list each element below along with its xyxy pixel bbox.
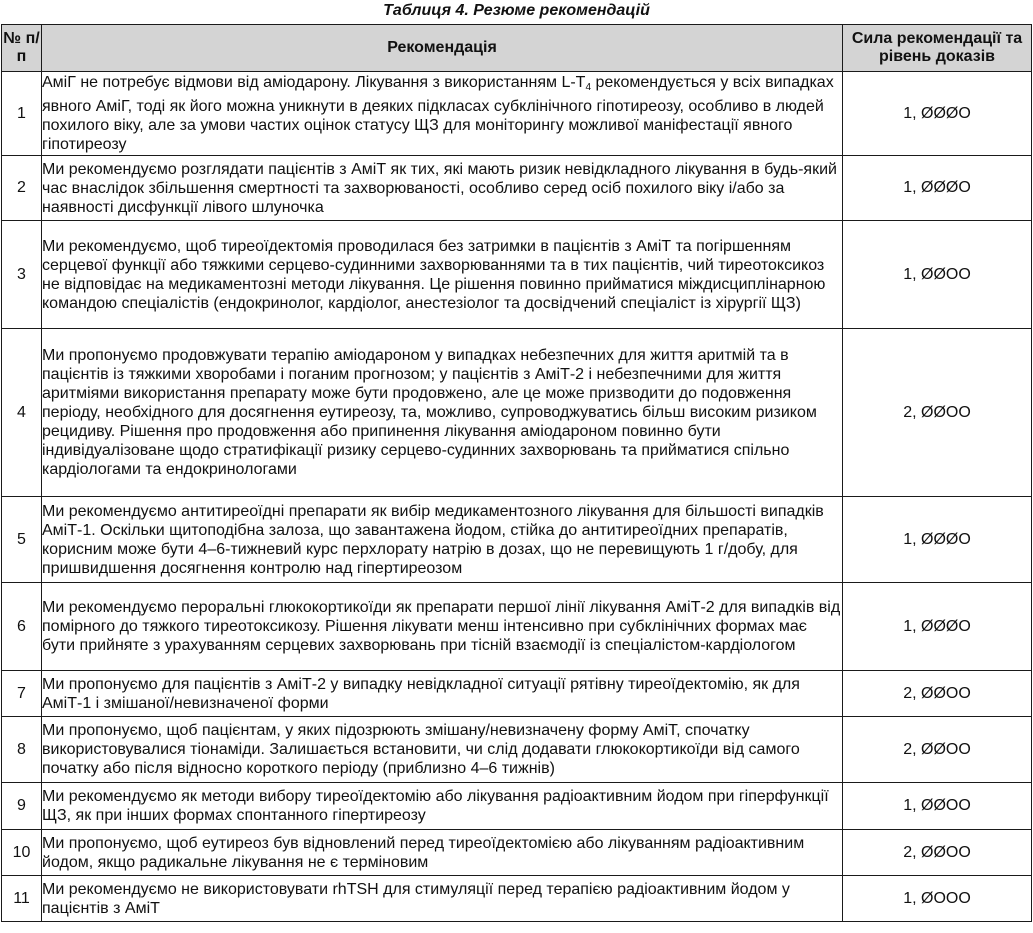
recommendation-text: Ми рекомендуємо як методи вибору тиреоїдектомію або лікування радіоактивним йодом при гіперфункції ЩЗ, як при інших формах спонтанного гіпертиреозу xyxy=(42,783,843,830)
recommendations-table xyxy=(1,24,1032,922)
table-row xyxy=(2,717,1032,783)
row-number: 2 xyxy=(2,156,42,221)
strength-grade: 1, ØØOO xyxy=(843,221,1032,329)
recommendation-text: Ми рекомендуємо, щоб тиреоїдектомія проводилася без затримки в пацієнтів з АміТ та погіршенням серцевої функції або тяжкими серцево-судинними захворюваннями та в тих пацієнтів, чий тиреотоксикоз не відповідає на медикаментозні методи лікування. Це рішення повинно прийматися міждисциплінарною командою спеціалістів (ендокринолог, кардіолог, анестезіолог та досвідчений спеціаліст із хірургії ЩЗ) xyxy=(42,221,843,329)
table-row xyxy=(2,221,1032,329)
recommendation-text: Ми рекомендуємо пероральні глюкокортикоїди як препарати першої лінії лікування АміТ-2 для випадків від помірного до тяжкого тиреотоксикозу. Рішення лікувати менш інтенсивно при субклінічних формах має бути прийняте з урахуванням серцевих захворювань при тісній взаємодії із спеціалістом-кардіологом xyxy=(42,583,843,671)
table-row xyxy=(2,876,1032,922)
strength-grade: 2, ØØOO xyxy=(843,830,1032,876)
recommendation-text: Ми рекомендуємо не використовувати rhTSH для стимуляції перед терапією радіоактивним йодом у пацієнтів з АміТ xyxy=(42,876,843,922)
recommendation-text: Ми пропонуємо, щоб еутиреоз був відновлений перед тиреоїдектомією або лікуванням радіоактивним йодом, якщо радикальне лікування не є терміновим xyxy=(42,830,843,876)
table-row xyxy=(2,783,1032,830)
recommendation-text: Ми пропонуємо продовжувати терапію аміодароном у випадках небезпечних для життя аритмій та в пацієнтів із тяжкими хворобами і поганим прогнозом; у пацієнтів з АміТ-2 і небезпечними для життя аритміями використання препарату може бути продовжено, але це може призводити до подовження періоду, необхідного для досягнення еутиреозу, та, можливо, супроводжуватись більш високим ризиком рецидиву. Рішення про продовження або припинення лікування аміодароном повинно бути індивідуалізоване щодо стратифікації ризику серцево-судинних захворювань та прийматися спільно кардіологами та ендокринологами xyxy=(42,329,843,497)
row-number: 11 xyxy=(2,876,42,922)
table-row xyxy=(2,497,1032,583)
row-number: 9 xyxy=(2,783,42,830)
strength-grade: 1, ØØØO xyxy=(843,156,1032,221)
strength-grade: 1, ØØØO xyxy=(843,497,1032,583)
subscript: 4 xyxy=(585,82,592,93)
table-row xyxy=(2,671,1032,717)
strength-grade: 2, ØØOO xyxy=(843,329,1032,497)
table-caption: Таблиця 4. Резюме рекомендацій xyxy=(383,2,650,19)
row-number: 8 xyxy=(2,717,42,783)
row-number: 3 xyxy=(2,221,42,329)
recommendation-text: Ми рекомендуємо розглядати пацієнтів з АміТ як тих, які мають ризик невідкладного лікування в будь-який час внаслідок збільшення смертності та захворюваності, особливо серед осіб похилого віку і/або за наявності дисфункції лівого шлуночка xyxy=(42,156,843,221)
row-number: 1 xyxy=(2,72,42,156)
recommendation-text: Ми пропонуємо, щоб пацієнтам, у яких підозрюють змішану/невизначену форму АміТ, спочатку використовувалися тіонаміди. Залишається встановити, чи слід додавати глюкокортикоїди від самого початку або після відносно короткого періоду (приблизно 4–6 тижнів) xyxy=(42,717,843,783)
row-number: 7 xyxy=(2,671,42,717)
row-number: 10 xyxy=(2,830,42,876)
recommendation-text: Ми рекомендуємо антитиреоїдні препарати як вибір медикаментозного лікування для більшості випадків АміТ-1. Оскільки щитоподібна залоза, що завантажена йодом, стійка до антитиреоїдних препаратів, корисним може бути 4–6-тижневий курс перхлорату натрію в дозах, що не перевищують 1 г/добу, для пришвидшення досягнення контролю над гіпертиреозом xyxy=(42,497,843,583)
recommendation-text xyxy=(42,72,843,156)
table-header-row xyxy=(2,25,1032,72)
header-recommendation: Рекомендація xyxy=(42,25,843,72)
table-row xyxy=(2,72,1032,156)
table-row xyxy=(2,329,1032,497)
table-row xyxy=(2,830,1032,876)
row-number: 6 xyxy=(2,583,42,671)
recommendation-text: Ми пропонуємо для пацієнтів з АміТ-2 у випадку невідкладної ситуації рятівну тиреоїдектомію, як для АміТ-1 і змішаної/невизначеної форми xyxy=(42,671,843,717)
recommendation-text-part: АміГ не потребує відмови від аміодарону. Лікування з використанням L-T xyxy=(42,74,586,91)
row-number: 4 xyxy=(2,329,42,497)
table-row xyxy=(2,583,1032,671)
strength-grade: 1, ØOOO xyxy=(843,876,1032,922)
strength-grade: 2, ØØOO xyxy=(843,717,1032,783)
strength-grade: 1, ØØØO xyxy=(843,72,1032,156)
row-number: 5 xyxy=(2,497,42,583)
header-number: № п/п xyxy=(2,25,42,72)
table-row xyxy=(2,156,1032,221)
header-strength: Сила рекомендації та рівень доказів xyxy=(843,25,1032,72)
strength-grade: 2, ØØOO xyxy=(843,671,1032,717)
recommendation-text-part: рекомендується у всіх випадках явного АміГ, тоді як його можна уникнути в деяких підкласах субклінічного гіпотиреозу, особливо в людей похилого віку, але за умови частих оцінок статусу ЩЗ для моніторингу можливої маніфестації явного гіпотиреозу xyxy=(42,74,834,153)
strength-grade: 1, ØØØO xyxy=(843,583,1032,671)
strength-grade: 1, ØØOO xyxy=(843,783,1032,830)
